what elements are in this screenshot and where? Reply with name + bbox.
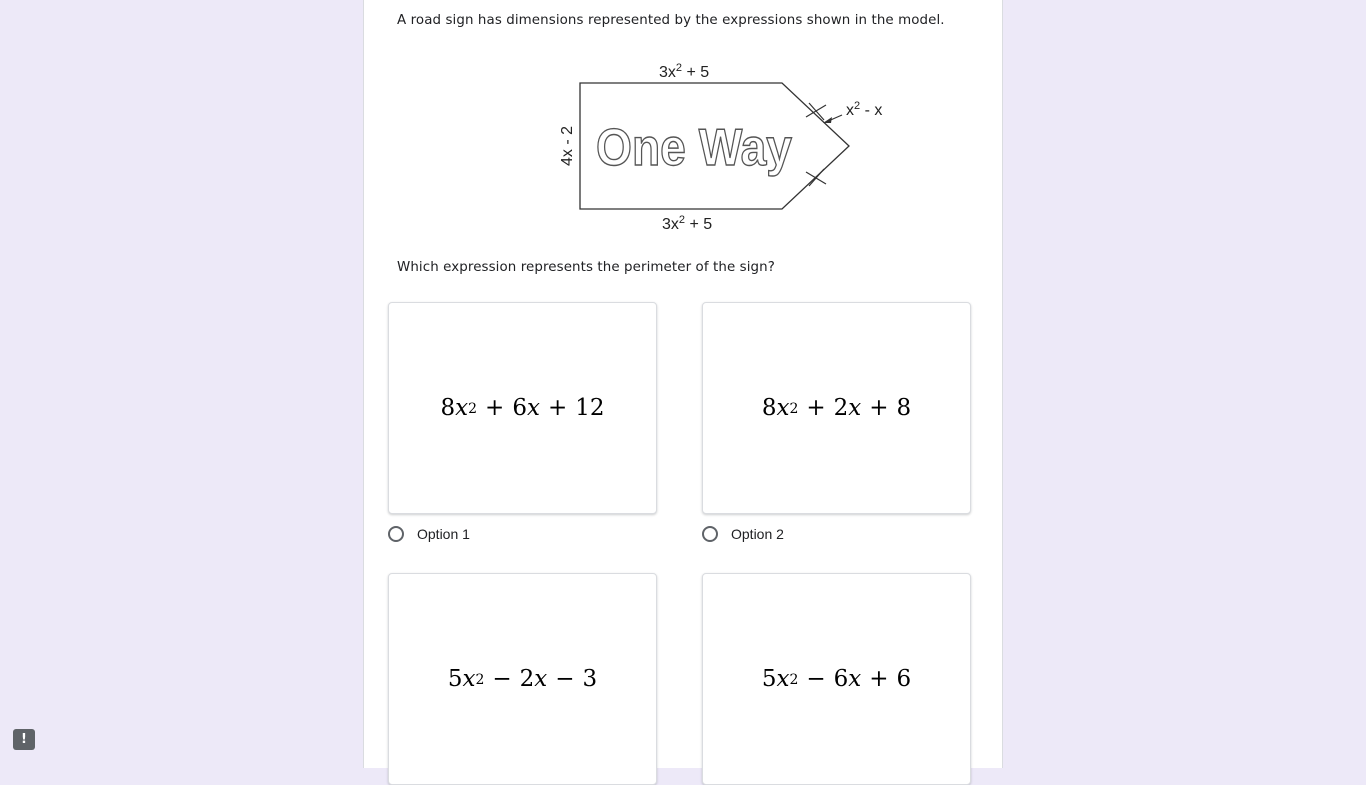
report-problem-button[interactable] — [13, 729, 35, 750]
sign-text: One Way — [596, 119, 793, 177]
option-2-radio-row[interactable] — [702, 526, 784, 542]
question-text: A road sign has dimensions represented by the expressions shown in the model. — [397, 13, 945, 28]
option-4-image-card[interactable] — [702, 573, 971, 785]
option-2-image-card[interactable] — [702, 302, 971, 514]
top-dimension-label: $3x^2 + 5$ — [659, 62, 710, 81]
left-dimension-label: 4x - 2 — [559, 125, 576, 167]
option-1-label: Option 1 — [417, 526, 470, 542]
bottom-dimension-label: $3x^2 + 5$ — [662, 214, 713, 233]
option-1-image-card[interactable] — [388, 302, 657, 514]
form-question-card — [363, 0, 1003, 768]
option-1-radio[interactable] — [388, 526, 404, 542]
option-2-label: Option 2 — [731, 526, 784, 542]
option-3-image-card[interactable] — [388, 573, 657, 785]
option-3-expression: 5 x $^2$ − 2 x − 3 — [447, 666, 598, 692]
option-2-expression: 8 x $^2$ + 2 x + 8 — [761, 395, 912, 421]
option-1-radio-row[interactable] — [388, 526, 470, 542]
option-4-expression: 5 x $^2$ − 6 x + 6 — [761, 666, 912, 692]
exclamation-icon: ! — [21, 732, 27, 747]
option-1-expression: 8 x $^2$ + 6 x + 12 — [440, 395, 605, 421]
slant-dimension-label: $x^2$ - x — [846, 100, 883, 119]
road-sign-diagram — [554, 55, 904, 240]
option-2-radio[interactable] — [702, 526, 718, 542]
question-prompt: Which expression represents the perimeter of the sign? — [397, 260, 775, 275]
